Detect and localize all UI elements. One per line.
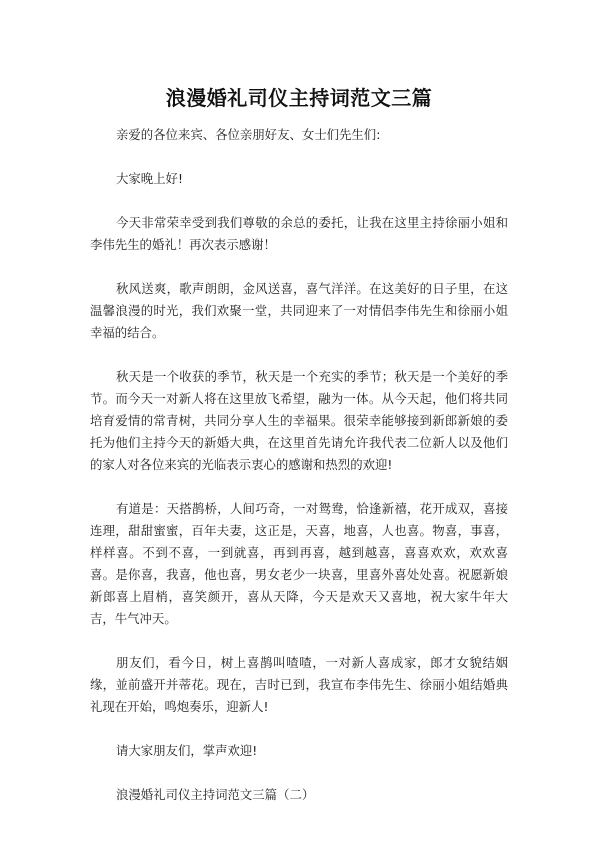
ceremony-start-paragraph: 朋友们，看今日，树上喜鹊叫喳喳，一对新人喜成家，郎才女貌结姻缘，並前盛开并蒂花。现在，吉时已到，我宣布李伟先生、徐丽小姐结婚典礼现在开始，鸣炮奏乐，迎新人! [90, 655, 508, 714]
applause-paragraph: 请大家朋友们，掌声欢迎! [116, 743, 258, 758]
next-section-heading: 浪漫婚礼司仪主持词范文三篇（二） [116, 787, 315, 802]
autumn-paragraph: 秋风送爽，歌声朗朗，金风送喜，喜气洋洋。在这美好的日子里，在这温馨浪漫的时光，我们欢聚一堂，共同迎来了一对情侣李伟先生和徐丽小姐幸福的结合。 [90, 281, 508, 340]
season-paragraph: 秋天是一个收获的季节，秋天是一个充实的季节；秋天是一个美好的季节。而今天一对新人将在这里放飞希望，融为一体。从今天起，他们将共同培育爱情的常青树，共同分享人生的幸福果。很荣幸能够接到新郎新娘的委托为他们主持今天的新婚大典，在这里首先请允许我代表二位新人以及他们的家人对各位来宾的光临表示衷心的感谢和热烈的欢迎! [90, 369, 508, 472]
salutation-paragraph: 亲爱的各位来宾、各位亲朋好友、女士们先生们: [116, 127, 381, 142]
blessing-paragraph: 有道是：天搭鹊桥，人间巧奇，一对鸳鸯，恰逢新禧，花开成双，喜接连理，甜甜蜜蜜，百年夫妻，这正是，天喜，地喜，人也喜。物喜，事喜，样样喜。不到不喜，一到就喜，再到再喜，越到越喜，喜喜欢欢，欢欢喜喜。是你喜，我喜，他也喜，男女老少一块喜，里喜外喜处处喜。祝愿新娘新郎喜上眉梢，喜笑颜开，喜从天降，今天是欢天又喜地，祝大家牛年大吉，牛气冲天。 [90, 501, 508, 626]
document-title: 浪漫婚礼司仪主持词范文三篇 [165, 86, 433, 110]
intro-paragraph: 今天非常荣幸受到我们尊敬的余总的委托，让我在这里主持徐丽小姐和李伟先生的婚礼！再次表示感谢！ [90, 215, 508, 252]
greeting-paragraph: 大家晚上好! [116, 171, 183, 186]
